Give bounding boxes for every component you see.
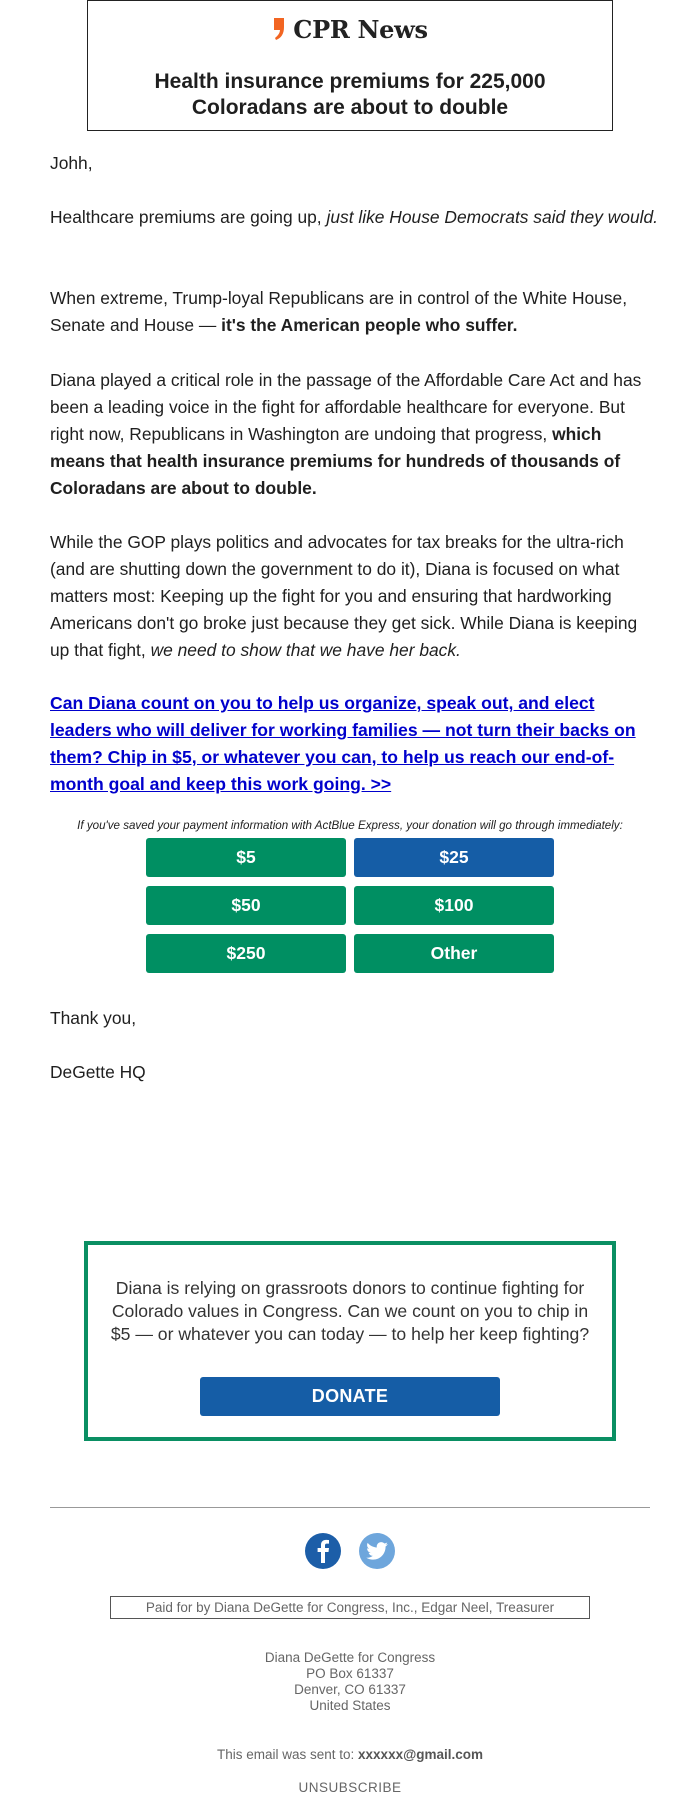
paid-for-disclaimer: Paid for by Diana DeGette for Congress, Inc., Edgar Neel, Treasurer xyxy=(110,1596,590,1619)
closing-thanks: Thank you, xyxy=(50,1008,137,1028)
donate-25-button[interactable]: $25 xyxy=(354,838,554,877)
unsubscribe-link[interactable]: UNSUBSCRIBE xyxy=(298,1780,402,1795)
twitter-bird-icon xyxy=(366,1542,388,1560)
donate-50-button[interactable]: $50 xyxy=(146,886,346,925)
headline-line-1: Health insurance premiums for 225,000 xyxy=(154,70,546,93)
facebook-icon[interactable] xyxy=(305,1533,341,1569)
actblue-express-note: If you've saved your payment information with ActBlue Express, your donation will go through immediately: xyxy=(77,819,623,832)
twitter-icon[interactable] xyxy=(359,1533,395,1569)
sent-to-line: This email was sent to: xxxxxx@gmail.com xyxy=(216,1747,484,1762)
paragraph-2: When extreme, Trump-loyal Republicans are in control of the White House, Senate and House — it's the American people who suffer. xyxy=(50,288,628,335)
donate-100-button[interactable]: $100 xyxy=(354,886,554,925)
greeting: Johh, xyxy=(50,153,93,173)
signature: DeGette HQ xyxy=(50,1062,146,1082)
facebook-glyph-icon xyxy=(316,1539,330,1563)
donate-callout-message: Diana is relying on grassroots donors to continue fighting for Colorado values in Congress. Can we count on you to chip in $5 — or whatever you can today — to help her keep fighting? xyxy=(110,1278,590,1344)
paragraph-3: Diana played a critical role in the passage of the Affordable Care Act and has been a leading voice in the fight for affordable healthcare for everyone. But right now, Republicans in Washington are undoing that progress, which means that health insurance premiums for hundreds of thousands of Coloradans are about to double. xyxy=(50,370,642,498)
donate-button[interactable]: DONATE xyxy=(200,1377,500,1416)
donate-cta-link[interactable]: Can Diana count on you to help us organize, speak out, and elect leaders who will deliver for working families — not turn their backs on them? Chip in $5, or whatever you can, to help us reach our end-of-month goal and keep this work going. >> xyxy=(50,693,636,794)
paragraph-1: Healthcare premiums are going up, just like House Democrats said they would. xyxy=(50,207,659,227)
donate-other-button[interactable]: Other xyxy=(354,934,554,973)
headline-line-2: Coloradans are about to double xyxy=(191,96,509,119)
paragraph-4: While the GOP plays politics and advocates for tax breaks for the ultra-rich (and are shutting down the government to do it), Diana is focused on what matters most: Keeping up the fight for you and ensuring that hardworking Americans don't go broke just because they get sick. While Diana is keeping up that fight, we need to show that we have her back. xyxy=(50,532,638,660)
mailing-address: Diana DeGette for Congress PO Box 61337 Denver, CO 61337 United States xyxy=(264,1650,436,1713)
donate-callout-box xyxy=(84,1241,616,1441)
cpr-news-logo[interactable] xyxy=(88,14,612,44)
donate-5-button[interactable]: $5 xyxy=(146,838,346,877)
header-banner[interactable] xyxy=(87,0,613,131)
donate-250-button[interactable]: $250 xyxy=(146,934,346,973)
headline xyxy=(88,69,612,121)
footer-divider xyxy=(50,1507,650,1508)
brand-name: CPR News xyxy=(293,14,428,44)
recipient-email: xxxxxx@gmail.com xyxy=(358,1747,484,1762)
cpr-logo-mark-icon xyxy=(272,17,286,41)
